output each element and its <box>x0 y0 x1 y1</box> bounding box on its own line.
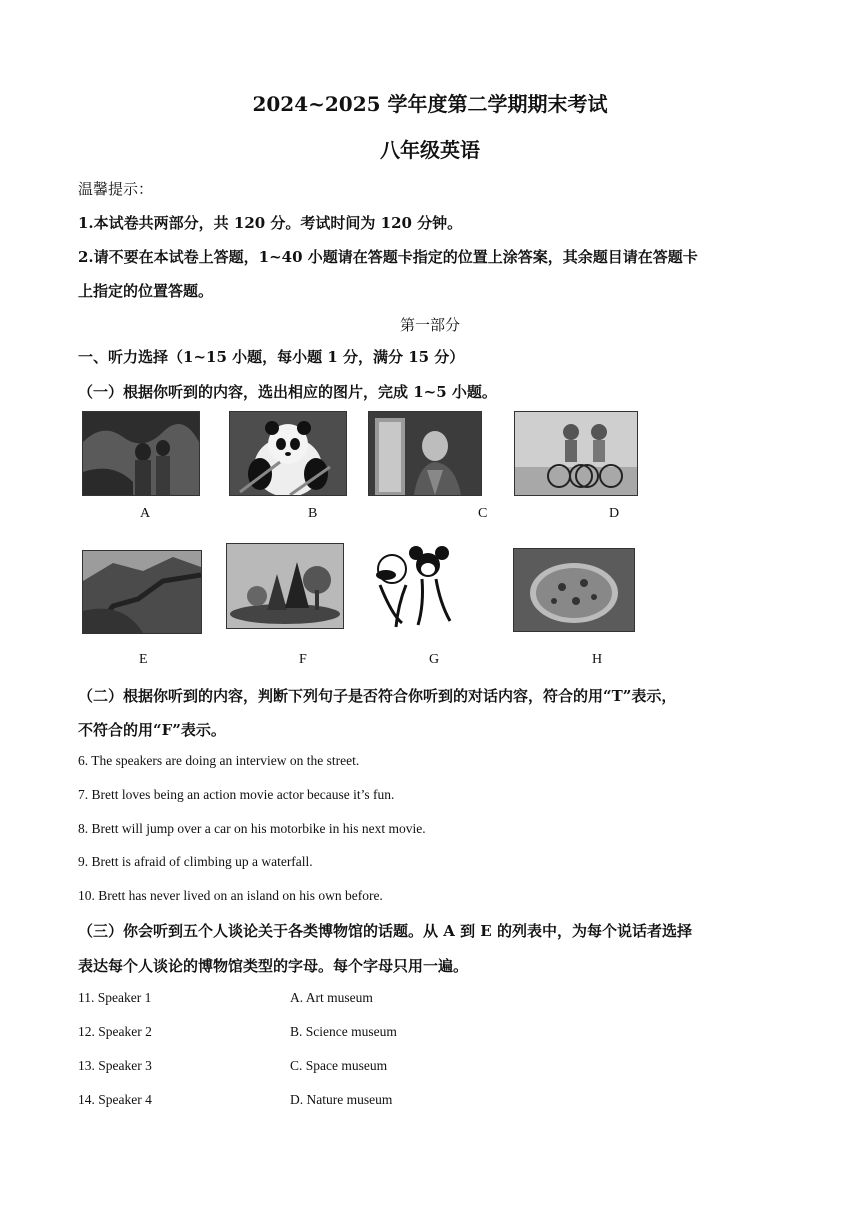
statement-7: 7. Brett loves being an action movie actor because it’s fun. <box>78 787 395 802</box>
notice-item-1: 1.本试卷共两部分，共 120 分。考试时间为 120 分钟。 <box>78 214 463 232</box>
section-1-sub-3-line-1: （三）你会听到五个人谈论关于各类博物馆的话题。从 A 到 E 的列表中，为每个说话者选择 <box>78 922 692 940</box>
kids-cycling-icon <box>515 412 637 495</box>
statement-10: 10. Brett has never lived on an island on his own before. <box>78 888 383 903</box>
pizza-icon <box>514 549 634 631</box>
picture-label-f: F <box>299 652 307 667</box>
picture-label-c: C <box>478 506 488 521</box>
museum-option-c: C. Space museum <box>290 1058 388 1073</box>
section-1-sub-1: （一）根据你听到的内容，选出相应的图片，完成 1~5 小题。 <box>78 383 497 401</box>
trees-island-icon <box>227 544 343 628</box>
exam-title: 2024~2025 学年度第二学期期末考试 <box>252 92 608 116</box>
notice-item-2-line-2: 上指定的位置答题。 <box>78 282 214 300</box>
picture-label-d: D <box>609 506 620 521</box>
section-1-sub-2-line-2: 不符合的用“F”表示。 <box>78 721 226 739</box>
cartoon-characters-icon <box>366 545 466 631</box>
picture-e <box>82 550 202 634</box>
picture-b <box>229 411 347 496</box>
statement-8: 8. Brett will jump over a car on his motorbike in his next movie. <box>78 821 426 836</box>
notice-label: 温馨提示： <box>78 180 154 198</box>
panda-icon <box>230 412 346 495</box>
picture-h <box>513 548 635 632</box>
notice-item-2-line-1: 2.请不要在本试卷上答题，1~40 小题请在答题卡指定的位置上涂答案，其余题目请在答题卡 <box>78 248 698 266</box>
statement-6: 6. The speakers are doing an interview on the street. <box>78 753 360 768</box>
picture-label-a: A <box>140 506 151 521</box>
picture-label-e: E <box>139 652 148 667</box>
section-1-sub-2-line-1: （二）根据你听到的内容，判断下列句子是否符合你听到的对话内容，符合的用“T”表示， <box>78 687 677 705</box>
picture-a <box>82 411 200 496</box>
picture-label-h: H <box>592 652 603 667</box>
picture-d <box>514 411 638 496</box>
old-man-window-icon <box>369 412 481 495</box>
exam-subtitle: 八年级英语 <box>380 138 480 162</box>
speaker-1: 11. Speaker 1 <box>78 990 152 1005</box>
picture-label-b: B <box>308 506 318 521</box>
great-wall-icon <box>83 551 201 633</box>
picture-f <box>226 543 344 629</box>
museum-option-b: B. Science museum <box>290 1024 397 1039</box>
picture-label-g: G <box>429 652 440 667</box>
speaker-4: 14. Speaker 4 <box>78 1092 152 1107</box>
section-1-sub-3-line-2: 表达每个人谈论的博物馆类型的字母。每个字母只用一遍。 <box>78 957 469 975</box>
picture-c <box>368 411 482 496</box>
museum-option-a: A. Art museum <box>290 990 373 1005</box>
people-jungle-icon <box>83 412 199 495</box>
speaker-2: 12. Speaker 2 <box>78 1024 152 1039</box>
speaker-3: 13. Speaker 3 <box>78 1058 152 1073</box>
museum-option-d: D. Nature museum <box>290 1092 393 1107</box>
statement-9: 9. Brett is afraid of climbing up a waterfall. <box>78 854 313 869</box>
picture-g <box>366 545 466 631</box>
part-title: 第一部分 <box>399 316 460 334</box>
section-1-title: 一、听力选择（1~15 小题，每小题 1 分，满分 15 分） <box>78 348 465 366</box>
